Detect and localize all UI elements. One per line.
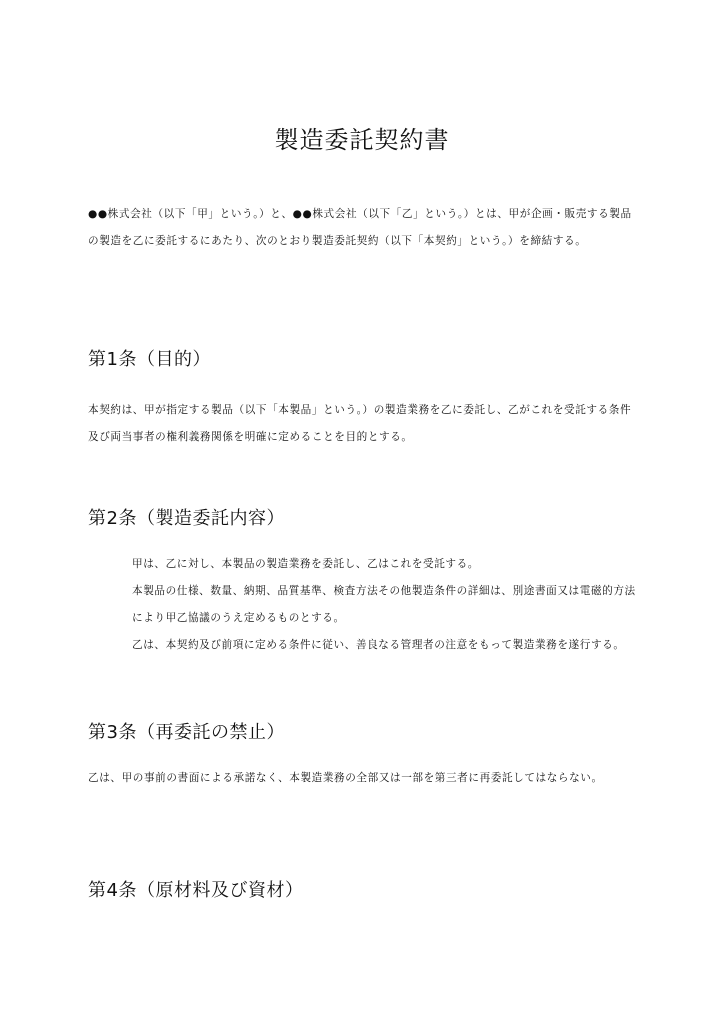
article-3-body: 乙は、甲の事前の書面による承諾なく、本製造業務の全部又は一部を第三者に再委託してはならない。 [88,772,603,784]
article-2-item-1: 甲は、乙に対し、本製品の製造業務を委託し、乙はこれを受託する。 [132,558,480,570]
preamble-paragraph: ●●株式会社（以下「甲」という。）と、●●株式会社（以下「乙」という。）とは、甲が企画・販売する製品の製造を乙に委託するにあたり、次のとおり製造委託契約（以下「本契約」という。）を締結する。 [88,208,632,247]
article-4-heading: 第4条（原材料及び資材） [88,880,304,901]
article-2-item-2: 本製品の仕様、数量、納期、品質基準、検査方法その他製造条件の詳細は、別途書面又は電磁的方法により甲乙協議のうえ定めるものとする。 [132,585,636,624]
article-2-heading: 第2条（製造委託内容） [88,508,285,529]
article-1-heading: 第1条（目的） [88,349,211,370]
article-1-body: 本契約は、甲が指定する製品（以下「本製品」という。）の製造業務を乙に委託し、乙がこれを受託する条件及び両当事者の権利義務関係を明確に定めることを目的とする。 [88,404,632,443]
article-2-items [132,551,636,659]
document-title: 製造委託契約書 [274,126,450,154]
article-3-heading: 第3条（再委託の禁止） [88,722,285,743]
article-2-item-3: 乙は、本契約及び前項に定める条件に従い、善良なる管理者の注意をもって製造業務を遂行する。 [132,639,625,651]
